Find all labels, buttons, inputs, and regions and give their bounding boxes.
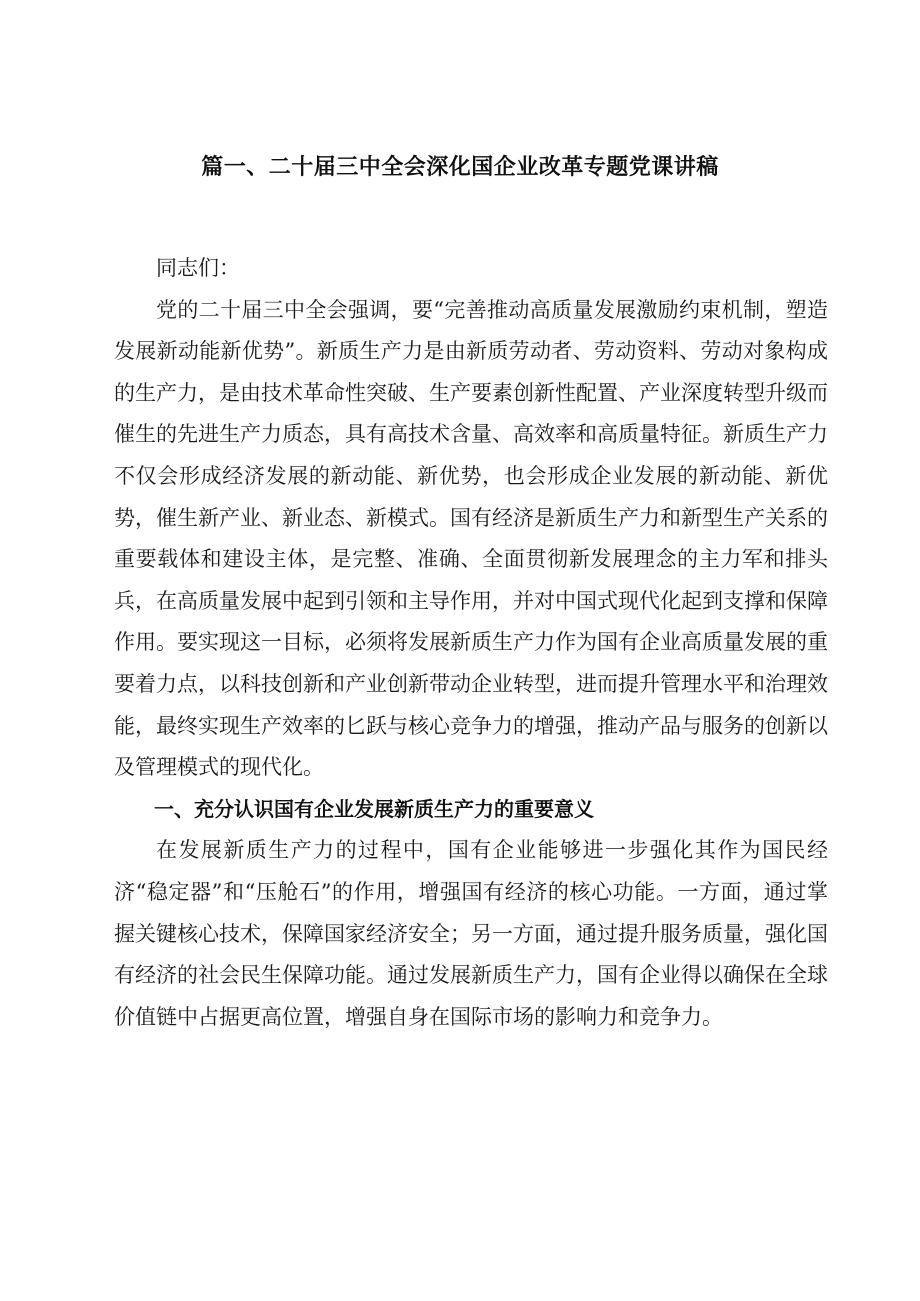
paragraph-intro: 党的二十届三中全会强调，要“完善推动高质量发展激励约束机制，塑造发展新动能新优势”。新质生产力是由新质劳动者、劳动资料、劳动对象构成的生产力，是由技术革命性突破、生产要素创新性配置、产业深度转型升级而催生的先进生产力质态，具有高技术含量、高效率和高质量特征。新质生产力不仅会形成经济发展的新动能、新优势，也会形成企业发展的新动能、新优势，催生新产业、新业态、新模式。国有经济是新质生产力和新型生产关系的重要载体和建设主体，是完整、准确、全面贯彻新发展理念的主力军和排头兵，在高质量发展中起到引领和主导作用，并对中国式现代化起到支撑和保障作用。要实现这一目标，必须将发展新质生产力作为国有企业高质量发展的重要着力点，以科技创新和产业创新带动企业转型，进而提升管理水平和治理效能，最终实现生产效率的匕跃与核心竞争力的增强，推动产品与服务的创新以及管理模式的现代化。 [114, 297, 828, 780]
document-title: 篇一、二十届三中全会深化国企业改革专题党课讲稿 [201, 155, 719, 180]
section-heading-1: 一、充分认识国有企业发展新质生产力的重要意义 [154, 796, 594, 821]
paragraph-section-1: 在发展新质生产力的过程中，国有企业能够进一步强化其作为国民经济“稳定器”和“压舱石”的作用，增强国有经济的核心功能。一方面，通过掌握关键核心技术，保障国家经济安全；另一方面，通过提升服务质量，强化国有经济的社会民生保障功能。通过发展新质生产力，国有企业得以确保在全球价值链中占据更高位置，增强自身在国际市场的影响力和竞争力。 [114, 838, 828, 1029]
salutation: 同志们： [156, 256, 240, 280]
document-body [114, 248, 828, 1038]
